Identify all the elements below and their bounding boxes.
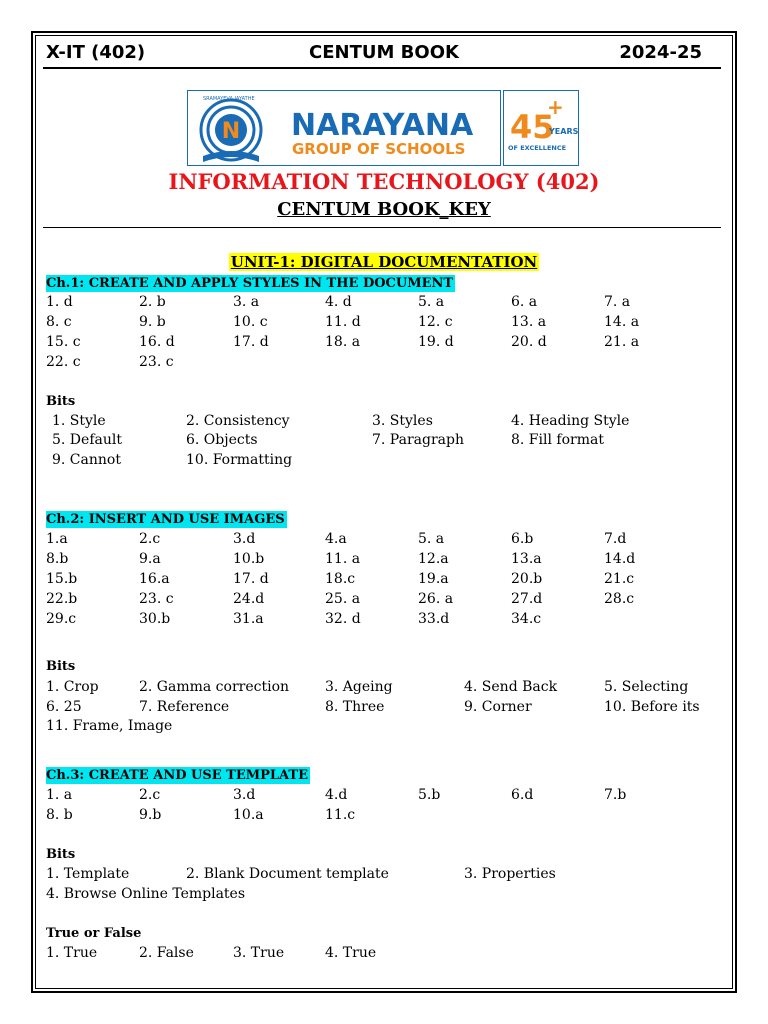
true-false-item: 3. True [233,945,285,961]
chapter-2-bits-label: Bits [46,659,76,674]
answer-item: 19.a [418,571,449,587]
answer-item: 5. a [418,531,445,547]
svg-text:GROUP OF SCHOOLS: GROUP OF SCHOOLS [292,140,466,158]
answer-item: 18. a [325,334,361,350]
svg-text:45: 45 [510,108,555,146]
answer-item: 24.d [233,591,265,607]
bits-item: 6. Objects [186,432,258,448]
bits-item: 6. 25 [46,699,82,715]
bits-item: 8. Three [325,699,385,715]
bits-item: 2. Consistency [186,413,290,429]
answer-item: 20.b [511,571,543,587]
svg-text:SRAMAYEVA JAYATHE: SRAMAYEVA JAYATHE [203,96,255,102]
answer-item: 8. c [46,314,72,330]
answer-item: 31.a [233,611,264,627]
bits-item: 9. Corner [464,699,532,715]
answer-item: 16. d [139,334,175,350]
answer-item: 3.d [233,787,256,803]
bits-item: 4. Send Back [464,679,558,695]
svg-text:N: N [221,119,241,144]
answer-item: 3. a [233,294,260,310]
bits-item: 10. Before its [604,699,700,715]
answer-item: 21.c [604,571,635,587]
bits-item: 1. Crop [46,679,99,695]
answer-item: 1. d [46,294,73,310]
bits-item: 9. Cannot [52,452,121,468]
answer-item: 32. d [325,611,361,627]
answer-item: 11.c [325,807,356,823]
answer-item: 10. c [233,314,268,330]
chapter-1-bits-label: Bits [46,394,76,409]
answer-item: 15. c [46,334,81,350]
bits-item: 4. Browse Online Templates [46,886,246,902]
answer-item: 14. a [604,314,640,330]
answer-item: 22. c [46,354,81,370]
answer-item: 7.d [604,531,627,547]
answer-item: 9.b [139,807,162,823]
bits-item: 3. Ageing [325,679,393,695]
answer-item: 15.b [46,571,78,587]
answer-item: 1. a [46,787,73,803]
bits-item: 7. Reference [139,699,230,715]
bits-item: 4. Heading Style [511,413,630,429]
bits-item: 2. Blank Document template [186,866,389,882]
svg-text:YEARS: YEARS [549,127,579,136]
answer-item: 33.d [418,611,450,627]
bits-item: 2. Gamma correction [139,679,290,695]
bits-item: 10. Formatting [186,452,293,468]
chapter-3-heading: Ch.3: CREATE AND USE TEMPLATE [46,768,309,783]
bits-item: 8. Fill format [511,432,604,448]
svg-text:OF EXCELLENCE: OF EXCELLENCE [508,144,567,152]
answer-item: 26. a [418,591,454,607]
bits-item: 3. Styles [372,413,433,429]
svg-text:+: + [547,95,564,119]
true-false-item: 2. False [139,945,194,961]
bits-item: 3. Properties [464,866,556,882]
answer-item: 12.a [418,551,449,567]
answer-item: 1.a [46,531,68,547]
answer-item: 2.c [139,531,161,547]
answer-item: 3.d [233,531,256,547]
header-class-code: X-IT (402) [46,42,146,63]
answer-item: 12. c [418,314,453,330]
answer-item: 27.d [511,591,543,607]
chapter-2-heading: Ch.2: INSERT AND USE IMAGES [46,512,285,527]
answer-item: 10.a [233,807,264,823]
header-rule [43,67,721,69]
answer-item: 22.b [46,591,78,607]
true-false-label: True or False [46,926,142,941]
svg-text:NARAYANA: NARAYANA [291,108,474,143]
answer-item: 7.b [604,787,627,803]
title-rule [43,227,721,228]
answer-item: 34.c [511,611,542,627]
answer-item: 21. a [604,334,640,350]
answer-item: 8.b [46,551,69,567]
answer-item: 14.d [604,551,636,567]
true-false-item: 4. True [325,945,377,961]
answer-item: 13. a [511,314,547,330]
unit-heading: UNIT-1: DIGITAL DOCUMENTATION [230,253,538,271]
answer-item: 11. d [325,314,361,330]
answer-item: 30.b [139,611,171,627]
true-false-item: 1. True [46,945,98,961]
answer-item: 28.c [604,591,635,607]
answer-item: 2.c [139,787,161,803]
answer-item: 2. b [139,294,166,310]
answer-item: 17. d [233,571,269,587]
answer-item: 18.c [325,571,356,587]
bits-item: 1. Template [46,866,130,882]
answer-item: 13.a [511,551,542,567]
answer-item: 20. d [511,334,547,350]
answer-item: 4. d [325,294,352,310]
answer-item: 8. b [46,807,73,823]
answer-item: 11. a [325,551,361,567]
chapter-3-bits-label: Bits [46,847,76,862]
bits-item: 5. Default [52,432,122,448]
answer-item: 17. d [233,334,269,350]
answer-item: 9.a [139,551,161,567]
bits-item: 7. Paragraph [372,432,464,448]
header-book-title: CENTUM BOOK [309,42,459,63]
answer-item: 10.b [233,551,265,567]
answer-item: 6.d [511,787,534,803]
chapter-1-heading: Ch.1: CREATE AND APPLY STYLES IN THE DOCUMENT [46,276,454,291]
header-year: 2024-25 [619,42,702,63]
answer-item: 5.b [418,787,441,803]
answer-item: 5. a [418,294,445,310]
bits-item: 11. Frame, Image [46,718,173,734]
answer-item: 16.a [139,571,170,587]
answer-item: 6. a [511,294,538,310]
book-key-title: CENTUM BOOK_KEY [277,199,491,220]
answer-item: 6.b [511,531,534,547]
answer-item: 23. c [139,354,174,370]
answer-item: 4.a [325,531,347,547]
bits-item: 1. Style [52,413,106,429]
bits-item: 5. Selecting [604,679,689,695]
answer-item: 4.d [325,787,348,803]
narayana-logo [187,90,579,166]
answer-item: 19. d [418,334,454,350]
answer-item: 29.c [46,611,77,627]
subject-title: INFORMATION TECHNOLOGY (402) [168,169,600,194]
answer-item: 23. c [139,591,174,607]
answer-item: 9. b [139,314,166,330]
answer-item: 25. a [325,591,361,607]
answer-item: 7. a [604,294,631,310]
